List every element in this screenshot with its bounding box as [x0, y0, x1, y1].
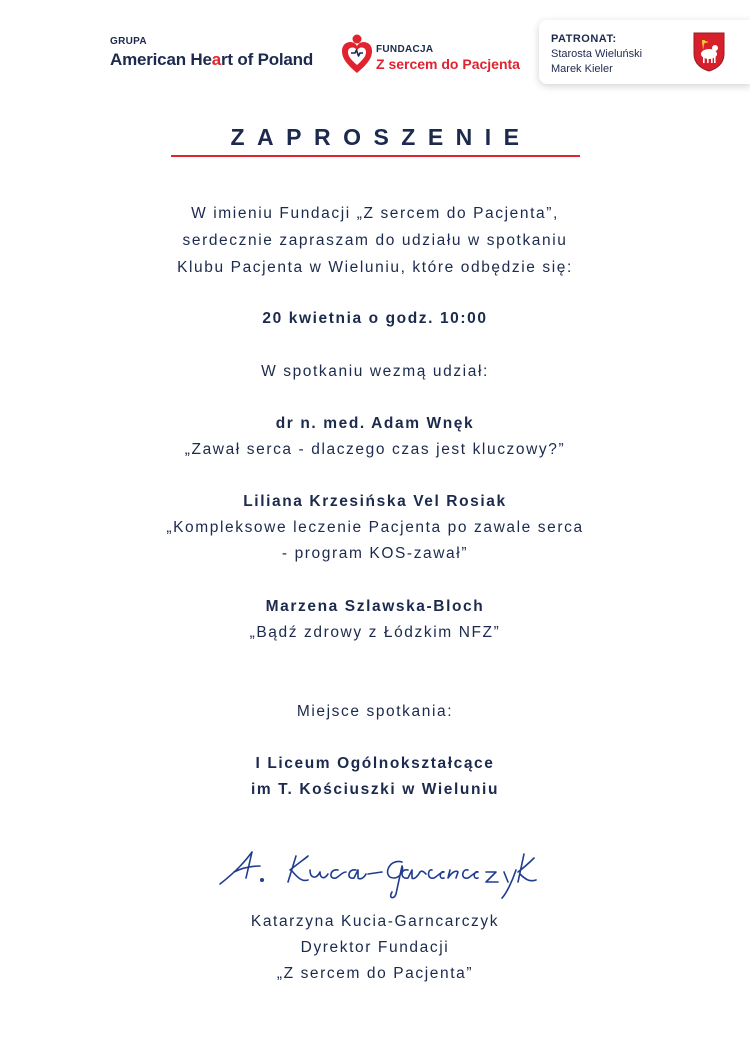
foundation-name: Z sercem do Pacjenta	[376, 56, 520, 72]
venue-line-1: I Liceum Ogólnokształcące	[255, 755, 495, 772]
speaker-topic-2-line-2: - program KOS-zawał”	[281, 545, 469, 562]
signatory-title: Dyrektor Fundacji	[300, 939, 450, 956]
speaker-topic-1: „Zawał serca - dlaczego czas jest kluczowy?”	[184, 441, 566, 458]
patronage-card	[539, 20, 750, 84]
speaker-name-2: Liliana Krzesińska Vel Rosiak	[243, 493, 507, 510]
patronage-label: PATRONAT:	[551, 33, 617, 45]
signatory-organization: „Z sercem do Pacjenta”	[276, 965, 474, 982]
participants-heading: W spotkaniu wezmą udział:	[261, 363, 489, 380]
speaker-topic-3: „Bądź zdrowy z Łódzkim NFZ”	[249, 624, 501, 641]
foundation-label: FUNDACJA	[376, 44, 434, 55]
heart-person-icon	[340, 32, 374, 76]
intro-line-2: serdecznie zapraszam do udziału w spotkaniu	[182, 232, 568, 249]
foundation-wordmark	[376, 44, 520, 72]
group-label: GRUPA	[110, 36, 147, 47]
american-heart-of-poland-logo	[110, 36, 313, 70]
intro-line-1: W imieniu Fundacji „Z sercem do Pacjenta”,	[191, 205, 559, 222]
speaker-name-1: dr n. med. Adam Wnęk	[275, 415, 475, 432]
coat-of-arms-icon	[693, 32, 725, 72]
page-title: ZAPROSZENIE	[230, 124, 532, 150]
title-underline	[171, 155, 580, 157]
group-name: American Heart of Poland	[110, 50, 314, 69]
speaker-name-3: Marzena Szlawska-Bloch	[265, 598, 485, 615]
patron-name: Marek Kieler	[551, 63, 613, 75]
venue-line-2: im T. Kościuszki w Wieluniu	[250, 781, 500, 798]
signatory-name: Katarzyna Kucia-Garncarczyk	[250, 913, 500, 930]
patronage-text	[551, 32, 642, 77]
header	[0, 0, 750, 100]
intro-line-3: Klubu Pacjenta w Wieluniu, które odbędzie się:	[177, 259, 573, 276]
handwritten-signature	[212, 838, 542, 904]
event-date: 20 kwietnia o godz. 10:00	[262, 310, 488, 327]
patron-title: Starosta Wieluński	[551, 48, 643, 60]
venue-heading: Miejsce spotkania:	[296, 703, 454, 720]
speaker-topic-2-line-1: „Kompleksowe leczenie Pacjenta po zawale serca	[166, 519, 584, 536]
